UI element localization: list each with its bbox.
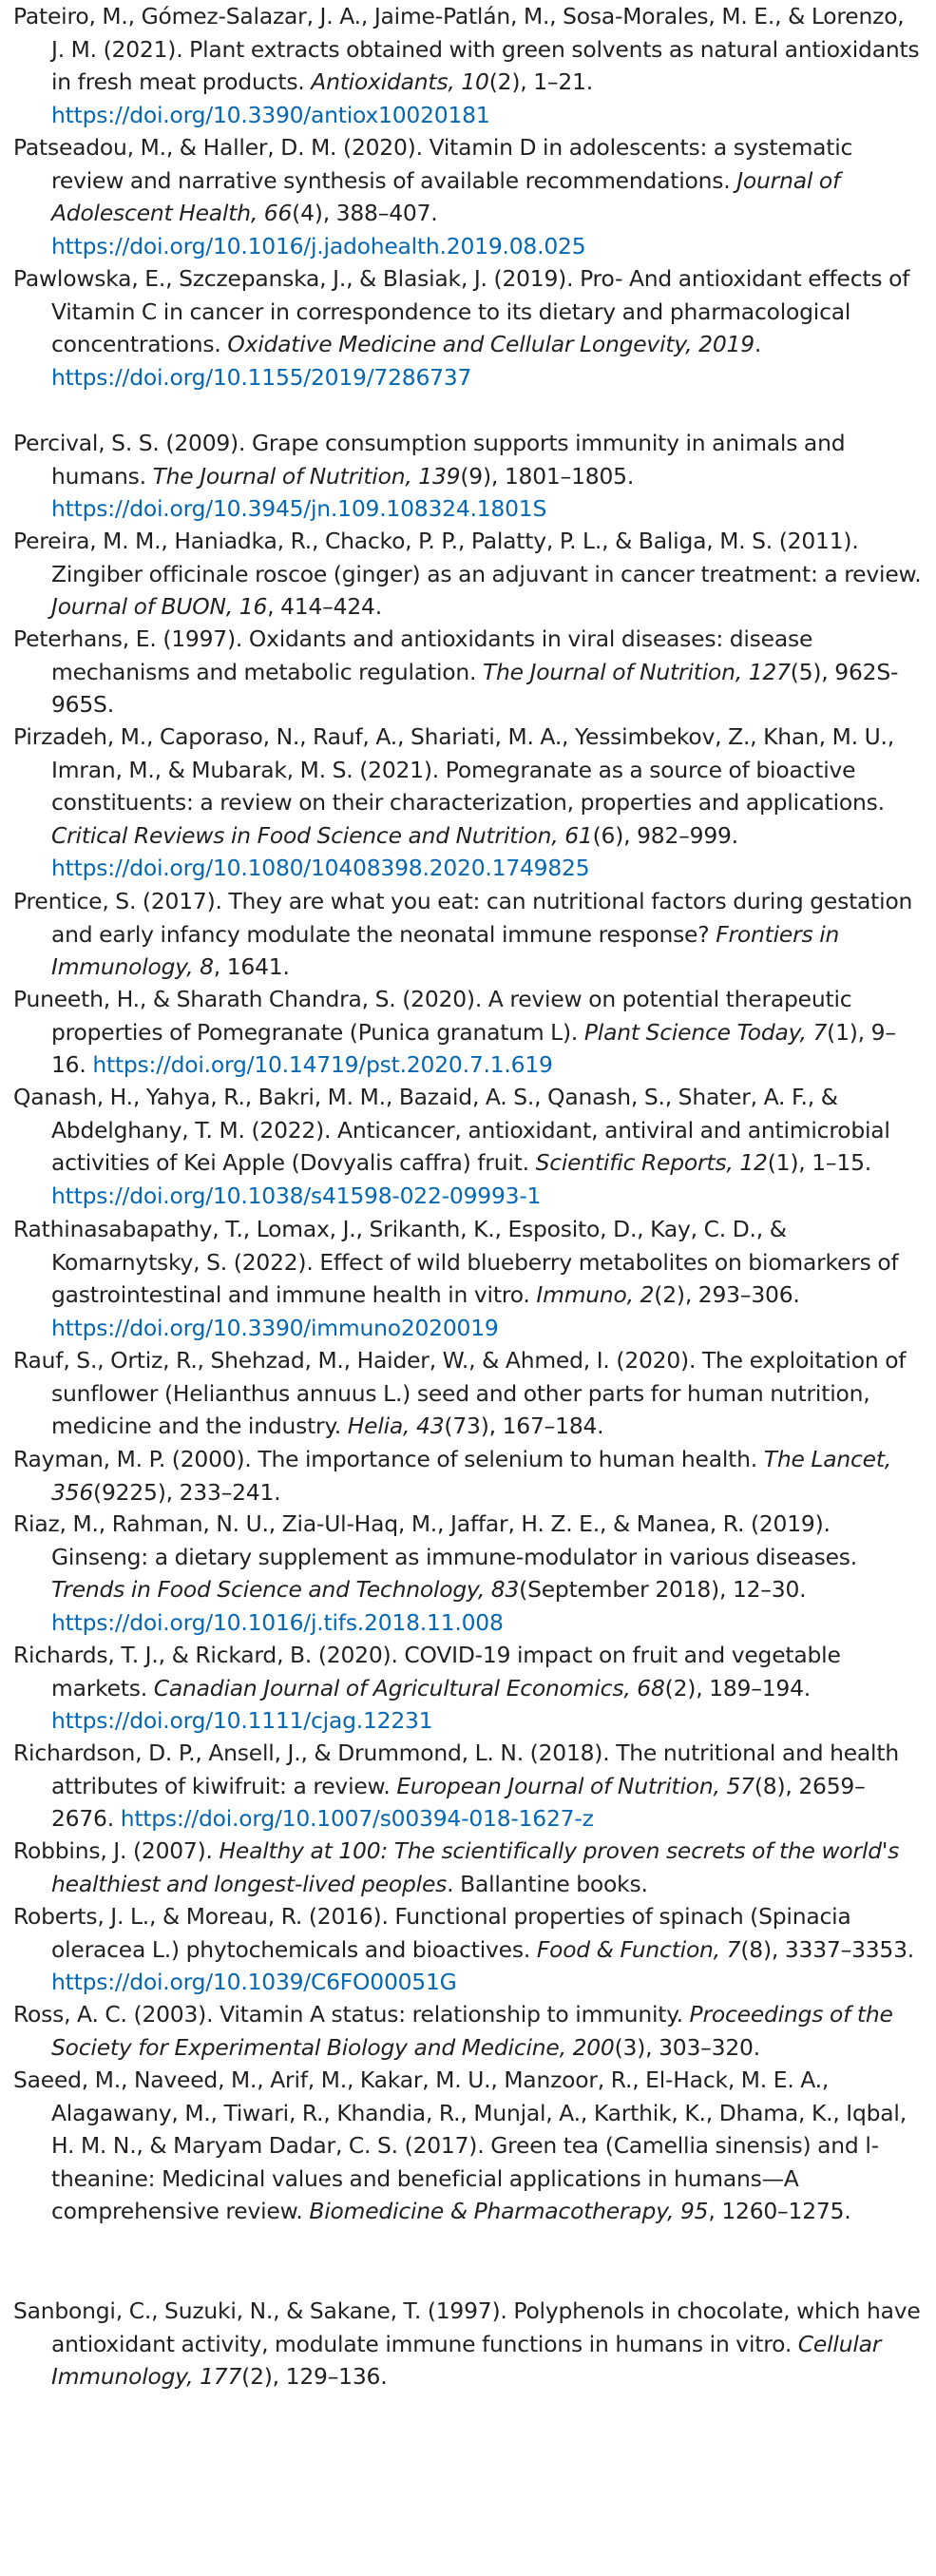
reference-authors-title: Richardson, D. P., Ansell, J., & Drummond, L. N. (2018). The nutritional and health attributes of kiwifruit: a review. bbox=[13, 1740, 899, 1799]
doi-link[interactable]: https://doi.org/10.1111/cjag.12231 bbox=[51, 1707, 433, 1734]
reference-entry bbox=[13, 2064, 924, 2228]
reference-authors-title: Peterhans, E. (1997). Oxidants and antioxidants in viral diseases: disease mechanisms and metabolic regulation. bbox=[13, 625, 813, 685]
reference-authors-title: Pawlowska, E., Szczepanska, J., & Blasiak, J. (2019). Pro- And antioxidant effects of Vitamin C in cancer in correspondence to its dietary and pharmacological concentrations. bbox=[13, 265, 910, 357]
reference-authors-title: Pirzadeh, M., Caporaso, N., Rauf, A., Shariati, M. A., Yessimbekov, Z., Khan, M. U., Imran, M., & Mubarak, M. S. (2021). Pomegranate as a source of bioactive constituents: a review on their characterization, properties and applications. bbox=[13, 723, 894, 816]
reference-authors-title: Saeed, M., Naveed, M., Arif, M., Kakar, M. U., Manzoor, R., El-Hack, M. E. A., Alagawany, M., Tiwari, R., Khandia, R., Munjal, A., Karthik, K., Dhama, K., Iqbal, H. M. N., & Maryam Dadar, C. S. (2017). Green tea (Camellia sinensis) and l-theanine: Medicinal values and beneficial applications in humans—A comprehensive review. bbox=[13, 2067, 907, 2224]
reference-authors-title: Puneeth, H., & Sharath Chandra, S. (2020). A review on potential therapeutic properties of Pomegranate (Punica granatum L). bbox=[13, 986, 852, 1046]
reference-entry bbox=[13, 131, 924, 262]
reference-journal: Journal of Adolescent Health, 66 bbox=[51, 166, 841, 226]
reference-journal: Biomedicine & Pharmacotherapy, 95 bbox=[309, 2198, 709, 2224]
reference-entry bbox=[13, 885, 924, 984]
reference-authors-title: Ross, A. C. (2003). Vitamin A status: relationship to immunity. bbox=[13, 2001, 690, 2028]
reference-volume-pages: (2), 293–306. bbox=[654, 1281, 800, 1308]
doi-link[interactable]: https://doi.org/10.1080/10408398.2020.1749825 bbox=[51, 855, 590, 881]
reference-entry bbox=[13, 721, 924, 885]
reference-entry bbox=[13, 623, 924, 721]
reference-journal: Trends in Food Science and Technology, 83 bbox=[51, 1576, 520, 1603]
doi-link[interactable]: https://doi.org/10.3390/immuno2020019 bbox=[51, 1314, 499, 1341]
reference-authors-title: Pereira, M. M., Haniadka, R., Chacko, P. P., Palatty, P. L., & Baliga, M. S. (2011). Zingiber officinale roscoe (ginger) as an adjuvant in cancer treatment: a review. bbox=[13, 528, 922, 587]
reference-volume-pages: (2), 1–21. bbox=[488, 68, 594, 95]
reference-journal: Proceedings of the Society for Experimental Biology and Medicine, 200 bbox=[51, 2001, 893, 2061]
doi-link[interactable]: https://doi.org/10.3945/jn.109.108324.1801S bbox=[51, 495, 547, 522]
reference-entry bbox=[13, 1639, 924, 1738]
reference-volume-pages: (2), 189–194. bbox=[664, 1674, 811, 1701]
reference-entry bbox=[13, 1900, 924, 1999]
reference-entry bbox=[13, 1508, 924, 1639]
reference-entry bbox=[13, 1998, 924, 2064]
reference-journal: Immuno, 2 bbox=[536, 1281, 655, 1308]
reference-volume-pages: . Ballantine books. bbox=[447, 1870, 648, 1897]
reference-journal: The Journal of Nutrition, 139 bbox=[152, 462, 461, 490]
doi-link[interactable]: https://doi.org/10.1007/s00394-018-1627-z bbox=[120, 1805, 594, 1832]
reference-volume-pages: (6), 982–999. bbox=[592, 821, 738, 849]
doi-link[interactable]: https://doi.org/10.1016/j.jadohealth.2019.08.025 bbox=[51, 232, 586, 260]
reference-journal: The Journal of Nutrition, 127 bbox=[482, 658, 791, 685]
reference-authors-title: Rauf, S., Ortiz, R., Shehzad, M., Haider, W., & Ahmed, I. (2020). The exploitation of sunflower (Helianthus annuus L.) seed and other parts for human nutrition, medicine and the industry. bbox=[13, 1347, 907, 1439]
doi-link[interactable]: https://doi.org/10.14719/pst.2020.7.1.619 bbox=[92, 1051, 553, 1078]
reference-authors-title: Robbins, J. (2007). bbox=[13, 1837, 220, 1864]
reference-journal: Healthy at 100: The scientifically proven secrets of the world's healthiest and longest-lived peoples bbox=[51, 1837, 900, 1897]
reference-authors-title: Rayman, M. P. (2000). The importance of selenium to human health. bbox=[13, 1446, 764, 1472]
reference-journal: Scientific Reports, 12 bbox=[535, 1149, 768, 1176]
reference-journal: Plant Science Today, 7 bbox=[583, 1018, 828, 1046]
reference-authors-title: Prentice, S. (2017). They are what you eat: can nutritional factors during gestation and early infancy modulate the neonatal immune response? bbox=[13, 888, 913, 948]
reference-volume-pages: (9), 1801–1805. bbox=[460, 462, 635, 490]
doi-link[interactable]: https://doi.org/10.1016/j.tifs.2018.11.008 bbox=[51, 1608, 504, 1636]
reference-volume-pages: (1), 1–15. bbox=[767, 1149, 871, 1176]
reference-authors-title: Sanbongi, C., Suzuki, N., & Sakane, T. (1997). Polyphenols in chocolate, which have antioxidant activity, modulate immune functions in humans in vitro. bbox=[13, 2297, 921, 2357]
reference-journal: Antioxidants, 10 bbox=[311, 68, 489, 95]
reference-authors-title: Percival, S. S. (2009). Grape consumption supports immunity in animals and humans. bbox=[13, 430, 846, 490]
reference-authors-title: Qanash, H., Yahya, R., Bakri, M. M., Bazaid, A. S., Qanash, S., Shater, A. F., & Abdelghany, T. M. (2022). Anticancer, antioxidant, antiviral and antimicrobial activities of Kei Apple (Dovyalis caffra) fruit. bbox=[13, 1084, 890, 1176]
reference-entry bbox=[13, 2295, 924, 2393]
doi-link[interactable]: https://doi.org/10.1038/s41598-022-09993-1 bbox=[51, 1182, 542, 1209]
reference-volume-pages: (5), 962S-965S. bbox=[51, 658, 899, 718]
reference-volume-pages: , 1260–1275. bbox=[708, 2198, 851, 2224]
reference-volume-pages: (73), 167–184. bbox=[444, 1413, 604, 1439]
reference-journal: Frontiers in Immunology, 8 bbox=[51, 920, 840, 980]
reference-journal: Helia, 43 bbox=[347, 1413, 445, 1439]
reference-journal: Oxidative Medicine and Cellular Longevity, 2019 bbox=[227, 331, 755, 357]
reference-volume-pages: , 1641. bbox=[213, 953, 290, 980]
reference-volume-pages: (4), 388–407. bbox=[292, 200, 438, 226]
doi-link[interactable]: https://doi.org/10.1039/C6FO00051G bbox=[51, 1969, 457, 1995]
reference-volume-pages: (3), 303–320. bbox=[614, 2033, 760, 2061]
doi-link[interactable]: https://doi.org/10.3390/antiox10020181 bbox=[51, 101, 490, 128]
reference-journal: Canadian Journal of Agricultural Economics, 68 bbox=[153, 1674, 665, 1701]
reference-volume-pages: , 414–424. bbox=[267, 593, 382, 620]
reference-authors-title: Riaz, M., Rahman, N. U., Zia-Ul-Haq, M., Jaffar, H. Z. E., & Manea, R. (2019). Ginseng: a dietary supplement as immune-modulator in various diseases. bbox=[13, 1510, 858, 1570]
reference-authors-title: Richards, T. J., & Rickard, B. (2020). COVID-19 impact on fruit and vegetable markets. bbox=[13, 1642, 841, 1701]
reference-entry bbox=[13, 1443, 924, 1509]
reference-entry bbox=[13, 525, 924, 624]
reference-authors-title: Rathinasabapathy, T., Lomax, J., Srikanth, K., Esposito, D., Kay, C. D., & Komarnytsky, S. (2022). Effect of wild blueberry metabolites on biomarkers of gastrointestinal and immune health in vitro. bbox=[13, 1216, 899, 1308]
reference-authors-title: Roberts, J. L., & Moreau, R. (2016). Functional properties of spinach (Spinacia oleracea L.) phytochemicals and bioactives. bbox=[13, 1903, 851, 1963]
reference-authors-title: Patseadou, M., & Haller, D. M. (2020). Vitamin D in adolescents: a systematic review and narrative synthesis of available recommendations. bbox=[13, 134, 853, 194]
reference-journal: Journal of BUON, 16 bbox=[51, 593, 268, 620]
reference-journal: European Journal of Nutrition, 57 bbox=[396, 1772, 755, 1799]
reference-volume-pages: (2), 129–136. bbox=[241, 2363, 388, 2390]
reference-authors-title: Pateiro, M., Gómez-Salazar, J. A., Jaime-Patlán, M., Sosa-Morales, M. E., & Lorenzo, J. M. (2021). Plant extracts obtained with green solvents as natural antioxidants in fresh meat products. bbox=[13, 3, 920, 95]
reference-journal: Critical Reviews in Food Science and Nutrition, 61 bbox=[51, 821, 593, 849]
reference-entry bbox=[13, 0, 924, 131]
reference-entry bbox=[13, 1344, 924, 1443]
reference-entry bbox=[13, 427, 924, 526]
reference-volume-pages: (8), 2659–2676. bbox=[51, 1772, 866, 1832]
reference-volume-pages: . bbox=[754, 331, 762, 357]
reference-journal: Cellular Immunology, 177 bbox=[51, 2330, 882, 2390]
reference-volume-pages: (1), 9–16. bbox=[51, 1018, 896, 1078]
reference-entry bbox=[13, 262, 924, 394]
reference-journal: The Lancet, 356 bbox=[51, 1446, 892, 1506]
reference-volume-pages: (September 2018), 12–30. bbox=[519, 1576, 807, 1603]
reference-entry bbox=[13, 1213, 924, 1344]
reference-volume-pages: (8), 3337–3353. bbox=[740, 1935, 915, 1963]
reference-entry bbox=[13, 1081, 924, 1212]
reference-entry bbox=[13, 1835, 924, 1900]
reference-entry bbox=[13, 983, 924, 1082]
reference-journal: Food & Function, 7 bbox=[536, 1935, 741, 1963]
reference-entry bbox=[13, 1737, 924, 1836]
doi-link[interactable]: https://doi.org/10.1155/2019/7286737 bbox=[51, 363, 472, 391]
reference-volume-pages: (9225), 233–241. bbox=[93, 1478, 281, 1506]
